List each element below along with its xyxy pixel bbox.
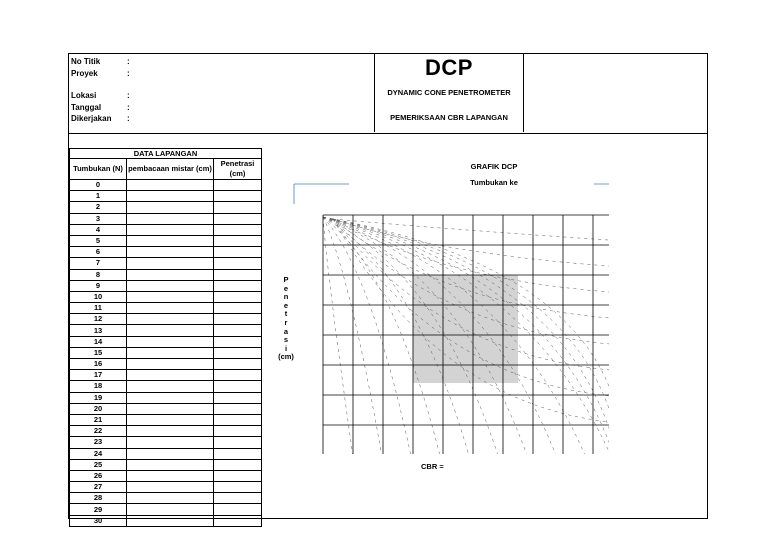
table-row: [70, 437, 262, 448]
col-header-mistar: pembacaan mistar (cm): [127, 159, 214, 180]
y-axis-letter: e: [283, 283, 289, 293]
info-fields: [71, 56, 135, 125]
cell-penetrasi[interactable]: [214, 314, 262, 325]
cell-mistar[interactable]: [127, 336, 214, 347]
cell-tumbukan: 17: [70, 370, 127, 381]
field-colon: :: [127, 114, 130, 123]
cbr-guide-curve: [333, 219, 609, 267]
cell-penetrasi[interactable]: [214, 247, 262, 258]
cell-mistar[interactable]: [127, 504, 214, 515]
cell-mistar[interactable]: [127, 359, 214, 370]
header: [69, 54, 707, 134]
cell-penetrasi[interactable]: [214, 504, 262, 515]
field-no-titik: [71, 56, 135, 68]
page-subtitle: DYNAMIC CONE PENETROMETER: [387, 88, 511, 97]
cell-penetrasi[interactable]: [214, 191, 262, 202]
cell-mistar[interactable]: [127, 191, 214, 202]
table-row: [70, 291, 262, 302]
y-axis-letter: t: [284, 309, 288, 319]
cell-tumbukan: 4: [70, 224, 127, 235]
cell-penetrasi[interactable]: [214, 370, 262, 381]
title-box: [374, 54, 524, 132]
cell-tumbukan: 14: [70, 336, 127, 347]
table-row: [70, 213, 262, 224]
cell-tumbukan: 16: [70, 359, 127, 370]
cell-tumbukan: 7: [70, 258, 127, 269]
cell-penetrasi[interactable]: [214, 280, 262, 291]
table-row: [70, 504, 262, 515]
cell-tumbukan: 5: [70, 235, 127, 246]
table-row: [70, 459, 262, 470]
page-subtitle-2: PEMERIKSAAN CBR LAPANGAN: [390, 113, 508, 122]
col-header-tumbukan: Tumbukan (N): [70, 159, 127, 180]
graph-title: GRAFIK DCP: [470, 162, 518, 171]
cbr-label: CBR =: [421, 462, 444, 471]
cell-mistar[interactable]: [127, 280, 214, 291]
cell-mistar[interactable]: [127, 392, 214, 403]
field-dikerjakan: [71, 113, 135, 125]
field-label: No Titik: [71, 57, 101, 66]
cell-tumbukan: 18: [70, 381, 127, 392]
table-title: DATA LAPANGAN: [69, 148, 262, 158]
cell-penetrasi[interactable]: [214, 202, 262, 213]
cell-mistar[interactable]: [127, 269, 214, 280]
table-row: [70, 403, 262, 414]
table-row: [70, 414, 262, 425]
cell-mistar[interactable]: [127, 448, 214, 459]
cell-penetrasi[interactable]: [214, 347, 262, 358]
cbr-guide-curve: [323, 217, 357, 454]
cell-tumbukan: 3: [70, 213, 127, 224]
y-axis-letter: P: [283, 275, 289, 284]
table-row: [70, 247, 262, 258]
cell-tumbukan: 22: [70, 426, 127, 437]
cell-penetrasi[interactable]: [214, 470, 262, 481]
cell-penetrasi[interactable]: [214, 459, 262, 470]
table-row: [70, 515, 262, 526]
table-body: [70, 180, 262, 527]
cell-mistar[interactable]: [127, 303, 214, 314]
cell-penetrasi[interactable]: [214, 269, 262, 280]
field-colon: :: [127, 68, 130, 78]
cell-tumbukan: 25: [70, 459, 127, 470]
table-row: [70, 493, 262, 504]
table-row: [70, 280, 262, 291]
cell-penetrasi[interactable]: [214, 325, 262, 336]
cell-mistar[interactable]: [127, 247, 214, 258]
cell-mistar[interactable]: [127, 213, 214, 224]
cell-penetrasi[interactable]: [214, 448, 262, 459]
cell-penetrasi[interactable]: [214, 303, 262, 314]
field-colon: :: [127, 57, 130, 66]
cell-penetrasi[interactable]: [214, 258, 262, 269]
cell-tumbukan: 20: [70, 403, 127, 414]
cell-mistar[interactable]: [127, 437, 214, 448]
cell-mistar[interactable]: [127, 370, 214, 381]
cell-penetrasi[interactable]: [214, 426, 262, 437]
cbr-guide-curve: [323, 217, 417, 454]
field-label: Tanggal: [71, 102, 102, 112]
cell-mistar[interactable]: [127, 414, 214, 425]
cell-tumbukan: 1: [70, 191, 127, 202]
cell-tumbukan: 27: [70, 482, 127, 493]
cell-penetrasi[interactable]: [214, 414, 262, 425]
cell-mistar[interactable]: [127, 291, 214, 302]
dcp-chart: [269, 174, 609, 454]
cell-mistar[interactable]: [127, 426, 214, 437]
y-axis-letter: n: [283, 292, 289, 302]
table-row: [70, 235, 262, 246]
cell-penetrasi[interactable]: [214, 437, 262, 448]
cell-tumbukan: 15: [70, 347, 127, 358]
cell-penetrasi[interactable]: [214, 493, 262, 504]
cell-tumbukan: 28: [70, 493, 127, 504]
y-axis-letter: e: [283, 300, 289, 310]
table-row: [70, 426, 262, 437]
field-tanggal: [71, 102, 135, 114]
table-row: [70, 314, 262, 325]
cell-tumbukan: 6: [70, 247, 127, 258]
cell-penetrasi[interactable]: [214, 213, 262, 224]
field-colon: :: [127, 102, 130, 112]
cell-mistar[interactable]: [127, 180, 214, 191]
cell-tumbukan: 21: [70, 414, 127, 425]
cell-tumbukan: 23: [70, 437, 127, 448]
cell-penetrasi[interactable]: [214, 291, 262, 302]
cell-mistar[interactable]: [127, 493, 214, 504]
y-axis-letter: (cm): [278, 352, 294, 362]
table-row: [70, 224, 262, 235]
y-axis-letter: s: [283, 335, 289, 345]
cell-tumbukan: 9: [70, 280, 127, 291]
cell-tumbukan: 0: [70, 180, 127, 191]
cell-penetrasi[interactable]: [214, 235, 262, 246]
cbr-guide-curve: [333, 219, 609, 241]
cell-mistar[interactable]: [127, 325, 214, 336]
cell-penetrasi[interactable]: [214, 359, 262, 370]
table-row: [70, 325, 262, 336]
table-row: [70, 180, 262, 191]
table-row: [70, 359, 262, 370]
field-label: Lokasi: [71, 91, 97, 100]
cell-mistar[interactable]: [127, 403, 214, 414]
table-row: [70, 370, 262, 381]
table-row: [70, 470, 262, 481]
field-label: Proyek: [71, 68, 98, 78]
field-label: Dikerjakan: [71, 114, 112, 123]
cell-penetrasi[interactable]: [214, 403, 262, 414]
cell-tumbukan: 24: [70, 448, 127, 459]
cell-mistar[interactable]: [127, 235, 214, 246]
cell-mistar[interactable]: [127, 459, 214, 470]
cell-penetrasi[interactable]: [214, 381, 262, 392]
field-lokasi: [71, 90, 135, 102]
cell-mistar[interactable]: [127, 347, 214, 358]
table-row: [70, 191, 262, 202]
cell-mistar[interactable]: [127, 515, 214, 526]
table-row: [70, 482, 262, 493]
cell-penetrasi[interactable]: [214, 336, 262, 347]
cell-tumbukan: 30: [70, 515, 127, 526]
cell-penetrasi[interactable]: [214, 482, 262, 493]
dcp-sheet: [68, 53, 708, 525]
cell-tumbukan: 26: [70, 470, 127, 481]
table-row: [70, 347, 262, 358]
table-row: [70, 392, 262, 403]
cell-tumbukan: 11: [70, 303, 127, 314]
cell-penetrasi[interactable]: [214, 392, 262, 403]
cell-tumbukan: 2: [70, 202, 127, 213]
table-row: [70, 381, 262, 392]
y-axis-letter: a: [283, 326, 289, 336]
cell-penetrasi[interactable]: [214, 224, 262, 235]
cell-penetrasi[interactable]: [214, 180, 262, 191]
page-title: DCP: [425, 55, 473, 80]
cell-tumbukan: 29: [70, 504, 127, 515]
cell-tumbukan: 19: [70, 392, 127, 403]
y-axis-letter: i: [284, 343, 288, 353]
table-row: [70, 303, 262, 314]
data-table-wrap: [69, 148, 262, 527]
table-row: [70, 448, 262, 459]
cell-penetrasi[interactable]: [214, 515, 262, 526]
table-row: [70, 269, 262, 280]
cell-mistar[interactable]: [127, 202, 214, 213]
field-colon: :: [127, 91, 130, 100]
y-axis-letter: r: [284, 317, 288, 327]
cell-mistar[interactable]: [127, 381, 214, 392]
cell-tumbukan: 10: [70, 291, 127, 302]
cell-tumbukan: 8: [70, 269, 127, 280]
col-header-penetrasi: Penetrasi (cm): [214, 159, 262, 180]
table-row: [70, 202, 262, 213]
cell-mistar[interactable]: [127, 258, 214, 269]
graph-subtitle: Tumbukan ke: [470, 178, 518, 187]
cell-mistar[interactable]: [127, 314, 214, 325]
field-proyek: [71, 68, 135, 80]
data-table: [69, 158, 262, 527]
cell-tumbukan: 13: [70, 325, 127, 336]
cell-mistar[interactable]: [127, 470, 214, 481]
cell-mistar[interactable]: [127, 482, 214, 493]
cell-mistar[interactable]: [127, 224, 214, 235]
table-row: [70, 336, 262, 347]
cell-tumbukan: 12: [70, 314, 127, 325]
table-row: [70, 258, 262, 269]
